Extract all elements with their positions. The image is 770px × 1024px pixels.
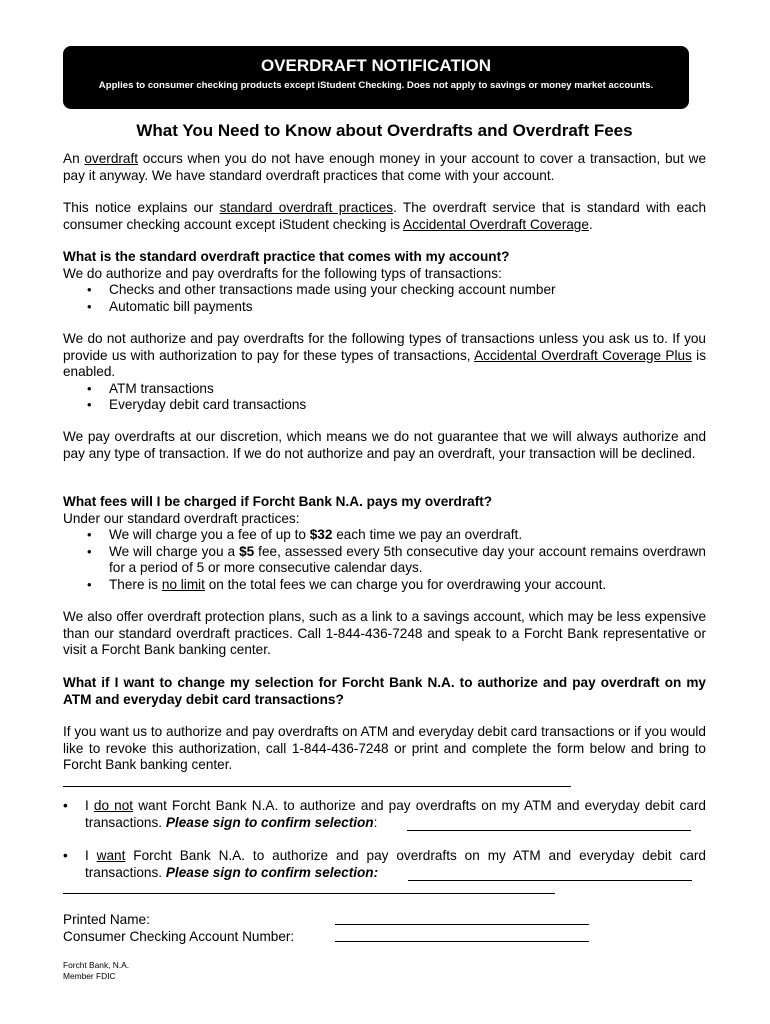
no-limit-term: no limit: [161, 576, 205, 592]
intro-paragraph-1: An overdraft occurs when you do not have enough money in your account to cover a transaction, but we pay it anyway. We have standard overdraft practices that come with your account.: [63, 151, 707, 183]
sign-prompt: Please sign to confirm selection:: [165, 864, 379, 880]
account-number-field[interactable]: [335, 941, 589, 942]
divider: [63, 786, 571, 787]
account-number-label: Consumer Checking Account Number:: [63, 929, 295, 944]
bullet-icon: •: [63, 848, 68, 863]
unauthorized-transactions-list: [63, 381, 706, 414]
bank-name: Forcht Bank, N.A.: [63, 960, 130, 970]
bullet-icon: •: [63, 798, 68, 813]
section1-lead: We do authorize and pay overdrafts for the following typs of transactions:: [63, 265, 502, 281]
intro-paragraph-2: This notice explains our standard overdraft practices. The overdraft service that is standard with each consumer checking account except iStudent checking is Accidental Overdraft Coverage.: [63, 200, 707, 232]
page-title: What You Need to Know about Overdrafts and Overdraft Fees: [136, 121, 633, 140]
section2: [63, 494, 706, 594]
list-item: • ATM transactions: [63, 381, 706, 398]
section2-lead: Under our standard overdraft practices:: [63, 510, 300, 526]
section1-paragraph-3: We pay overdrafts at our discretion, which means we do not guarantee that we will always authorize and pay any type of transaction. If we do not authorize and pay an overdraft, your transaction will be declined.: [63, 429, 706, 461]
printed-name-field[interactable]: [335, 924, 589, 925]
list-item: • We will charge you a $5 fee, assessed every 5th consecutive day your account remains overdrawn for a period of 5 or more consecutive calendar days.: [63, 544, 706, 577]
section2-heading: What fees will I be charged if Forcht Bank N.A. pays my overdraft?: [63, 494, 493, 509]
authorized-transactions-list: [63, 282, 706, 315]
section1-paragraph-2: We do not authorize and pay overdrafts for the following types of transactions unless you ask us to. If you provide us with authorization to pay for these types of transactions, Accidental Overdraft Coverage Plus is enabled. • ATM transactions • Everyday debit card transactions: [63, 331, 706, 414]
sign-prompt: Please sign to confirm selection: [165, 814, 374, 830]
header-banner: [63, 46, 689, 109]
opt-in-signature-line[interactable]: [408, 867, 692, 881]
opt-out-choice[interactable]: • I do not want Forcht Bank N.A. to authorize and pay overdrafts on my ATM and everyday debit card transactions. Please sign to confirm selection:: [63, 798, 706, 830]
divider: [63, 893, 555, 894]
overdraft-term: overdraft: [84, 151, 139, 166]
printed-name-label: Printed Name:: [63, 912, 150, 927]
member-fdic: Member FDIC: [63, 970, 116, 981]
section3-heading: What if I want to change my selection for Forcht Bank N.A. to authorize and pay overdraft on my ATM and everyday debit card transactions?: [63, 675, 706, 707]
standard-practices-term: standard overdraft practices: [219, 200, 394, 215]
fees-list: [63, 527, 706, 593]
coverage-plus-term: Accidental Overdraft Coverage Plus: [474, 347, 692, 363]
protection-plans-paragraph: We also offer overdraft protection plans, such as a link to a savings account, which may be less expensive than our standard overdraft practices. Call 1-844-436-7248 and speak to a Forcht Bank representative or visit a Forcht Bank banking center.: [63, 609, 706, 658]
section3-paragraph: If you want us to authorize and pay overdrafts on ATM and everyday debit card transactions or if you would like to revoke this authorization, call 1-844-436-7248 or print and complete the form below and bring to Forcht Bank banking center.: [63, 724, 706, 773]
footer: [63, 960, 129, 981]
opt-out-signature-line[interactable]: [407, 817, 691, 831]
list-item: • Checks and other transactions made using your checking account number: [63, 282, 706, 299]
list-item: • There is no limit on the total fees we can charge you for overdrawing your account.: [63, 577, 706, 594]
section1: [63, 249, 706, 315]
list-item: • We will charge you a fee of up to $32 each time we pay an overdraft.: [63, 527, 706, 544]
accidental-coverage-term: Accidental Overdraft Coverage: [403, 216, 589, 232]
list-item: • Everyday debit card transactions: [63, 397, 706, 414]
section1-heading: What is the standard overdraft practice that comes with my account?: [63, 249, 510, 264]
opt-in-choice[interactable]: • I want Forcht Bank N.A. to authorize and pay overdrafts on my ATM and everyday debit card transactions. Please sign to confirm selection:: [63, 848, 706, 880]
fee-amount: $32: [309, 527, 333, 543]
daily-fee-amount: $5: [239, 543, 255, 559]
banner-title: OVERDRAFT NOTIFICATION: [260, 56, 492, 75]
banner-subtitle: Applies to consumer checking products except iStudent Checking. Does not apply to savings or money market accounts.: [98, 80, 654, 91]
list-item: • Automatic bill payments: [63, 299, 706, 316]
